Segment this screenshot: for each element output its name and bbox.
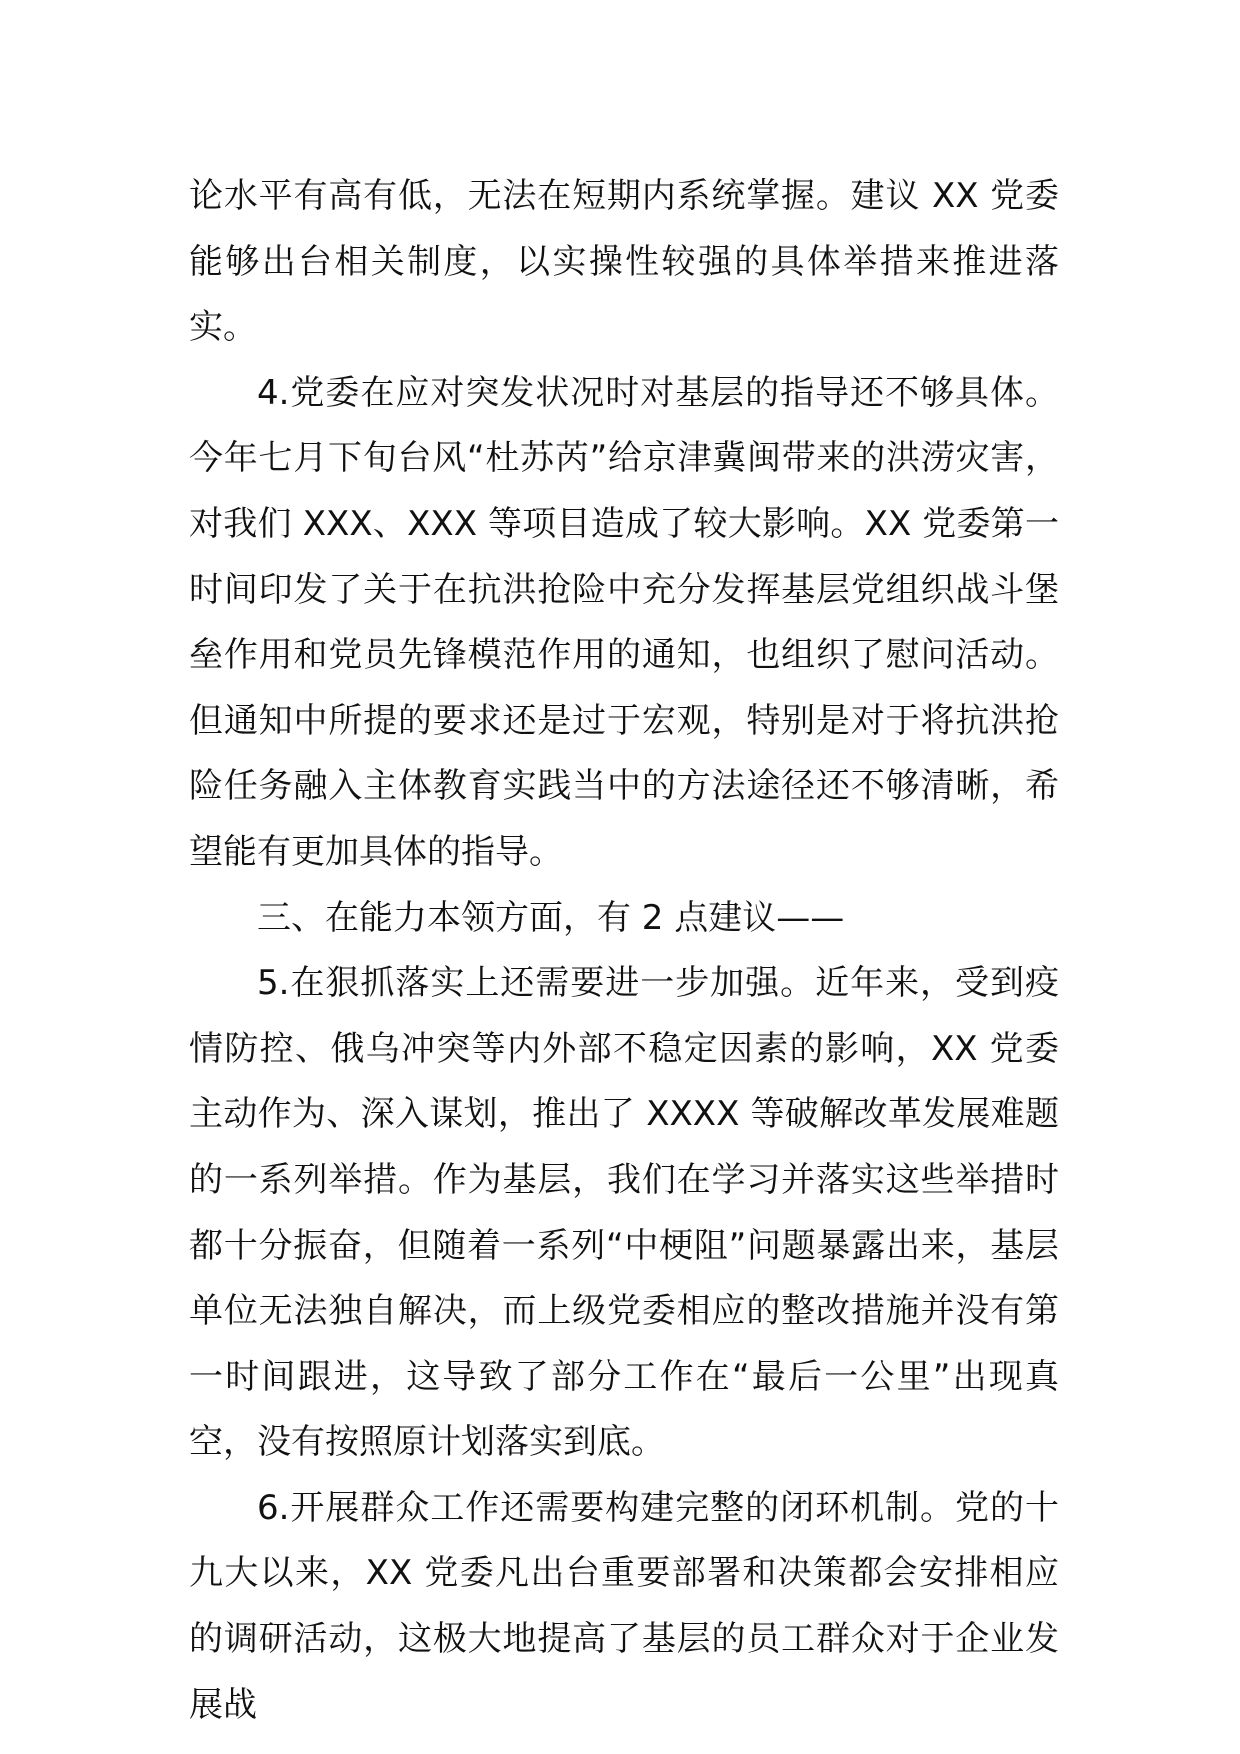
section-heading: 三、在能力本领方面，有 2 点建议——: [257, 897, 845, 938]
paragraph-3: 5.在狠抓落实上还需要进一步加强。近年来，受到疫情防控、俄乌冲突等内外部不稳定因素的影响，XX 党委主动作为、深入谋划，推出了 XXXX 等破解改革发展难题的一系列举措。作为基层，我们在学习并落实这些举措时都十分振奋，但随着一系列“中梗阻”问题暴露出来，基层单位无法独自解决，而上级党委相应的整改措施并没有第一时间跟进，这导致了部分工作在“最后一公里”出现真空，没有按照原计划落实到底。: [189, 963, 1059, 1463]
paragraph-1: 论水平有高有低，无法在短期内系统掌握。建议 XX 党委能够出台相关制度，以实操性较强的具体举措来推进落实。: [189, 176, 1059, 348]
paragraph-2: 4.党委在应对突发状况时对基层的指导还不够具体。今年七月下旬台风“杜苏芮”给京津冀闽带来的洪涝灾害，对我们 XXX、XXX 等项目造成了较大影响。XX 党委第一时间印发了关于在抗洪抢险中充分发挥基层党组织战斗堡垒作用和党员先锋模范作用的通知，也组织了慰问活动。但通知中所提的要求还是过于宏观，特别是对于将抗洪抢险任务融入主体教育实践当中的方法途径还不够清晰，希望能有更加具体的指导。: [189, 372, 1059, 872]
paragraph-4: 6.开展群众工作还需要构建完整的闭环机制。党的十九大以来，XX 党委凡出台重要部署和决策都会安排相应的调研活动，这极大地提高了基层的员工群众对于企业发展战: [189, 1487, 1059, 1725]
document-page: [189, 164, 1059, 1738]
